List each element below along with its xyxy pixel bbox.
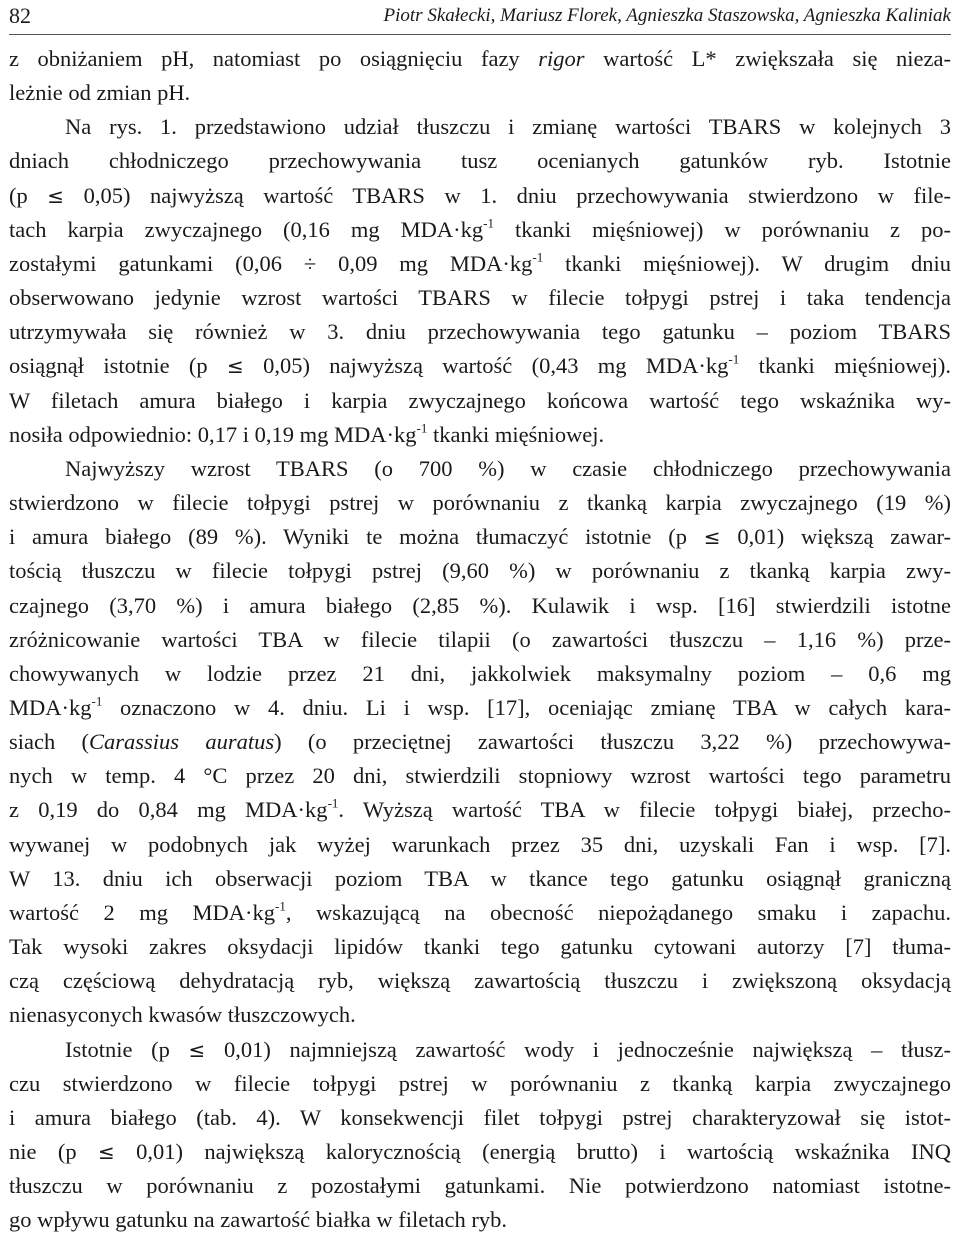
text-line: obserwowano jedynie wzrost wartości TBARS w filecie tołpygi pstrej i taka tendencja [9,285,951,311]
math-symbol: ≤ [226,354,244,379]
paragraph [9,42,951,110]
page-number: 82 [9,3,31,28]
text-line: dniach chłodniczego przechowywania tusz ocenianych gatunków ryb. Istotnie [9,148,951,174]
text-line: W 13. dniu ich obserwacji poziom TBA w tkance tego gatunku osiągnął graniczną [9,865,951,891]
body-text [9,42,951,1237]
text-line: czajnego (3,70 %) i amura białego (2,85 %). Kulawik i wsp. [16] stwierdzili istotne [9,592,951,618]
text-line: nosiła odpowiednio: 0,17 i 0,19 mg $MDA\cdot kg^{-1}$ tkanki mięśniowej. [9,419,605,447]
page-header [9,0,951,34]
text-line: z 0,19 do 0,84 mg $MDA\cdot kg^{-1}$. Wyższą wartość TBA w filecie tołpygi białej, przecho- [9,795,952,823]
italic-term: rigor [538,46,585,71]
math-symbol: ≤ [47,183,65,208]
superscript: -1 [275,898,286,914]
text-line: nienasyconych kwasów tłuszczowych. [9,1002,356,1028]
text-line: czu stwierdzono w filecie tołpygi pstrej w porównaniu z tkanką karpia zwyczajnego [9,1070,951,1096]
text-line: W filetach amura białego i karpia zwyczajnego końcowa wartość tego wskaźnika wy- [9,387,951,413]
text-line: z obniżaniem pH, natomiast po osiągnięciu fazy rigor wartość L* zwiększała się nieza- [9,46,951,71]
header-rule [9,34,951,35]
text-line: Na rys. 1. przedstawiono udział tłuszczu i zmianę wartości TBARS w kolejnych 3 [65,114,951,140]
text-line: Tak wysoki zakres oksydacji lipidów tkanki tego gatunku cytowani autorzy [7] tłuma- [9,934,951,960]
superscript: -1 [532,249,544,265]
text-line: nie (p ≤ 0,01) największą kalorycznością (energią brutto) i wartością wskaźnika INQ [9,1139,951,1164]
text-line: leżnie od zmian pH. [9,80,191,106]
running-head-authors: Piotr Skałecki, Mariusz Florek, Agnieszka Staszowska, Agnieszka Kaliniak [383,5,951,26]
superscript: -1 [416,419,428,435]
text-line: (p ≤ 0,05) najwyższą wartość TBARS w 1. dniu przechowywania stwierdzono w file- [9,182,951,208]
math-symbol: ≤ [188,1037,206,1062]
superscript: -1 [327,795,339,811]
superscript: -1 [728,351,740,367]
text-line: tością tłuszczu w filecie tołpygi pstrej (9,60 %) w porównaniu z tkanką karpia zwy- [9,558,951,584]
text-line: Najwyższy wzrost TBARS (o 700 %) w czasie chłodniczego przechowywania [65,455,951,481]
superscript: -1 [483,215,494,231]
text-line: tach karpia zwyczajnego (0,16 mg $MDA\cdot kg^{-1}$ tkanki mięśniowej) w porównaniu z po- [9,215,951,242]
text-line: zostałymi gatunkami (0,06 ÷ 0,09 mg $MDA\cdot kg^{-1}$ tkanki mięśniowej). W drugim dniu [9,249,951,276]
text-line: Istotnie (p ≤ 0,01) najmniejszą zawartość wody i jednocześnie największą – tłusz- [65,1036,952,1062]
text-line: utrzymywała się również w 3. dniu przechowywania tego gatunku – poziom TBARS [9,319,951,345]
text-line: stwierdzono w filecie tołpygi pstrej w porównaniu z tkanką karpia zwyczajnego (19 %) [9,490,951,516]
text-line: tłuszczu w porównaniu z pozostałymi gatunkami. Nie potwierdzono natomiast istotne- [9,1173,951,1199]
text-line: chowywanych w lodzie przez 21 dni, jakkolwiek maksymalny poziom – 0,6 mg [9,660,951,686]
text-line: wartość 2 mg $MDA\cdot kg^{-1}$, wskazującą na obecność niepożądanego smaku i zapachu. [9,898,951,925]
italic-term: Carassius auratus [89,729,275,755]
text-line: go wpływu gatunku na zawartość białka w filetach ryb. [9,1207,507,1233]
text-line: siach (Carassius auratus) (o przeciętnej zawartości tłuszczu 3,22 %) przechowywa- [9,729,951,755]
superscript: -1 [91,693,103,709]
text-line: i amura białego (89 %). Wyniki te można tłumaczyć istotnie (p ≤ 0,01) większą zawar- [9,524,951,550]
text-line: $MDA\cdot kg^{-1}$ oznaczono w 4. dniu. Li i wsp. [17], oceniając zmianę TBA w całych kara- [9,693,951,720]
math-symbol: ≤ [703,525,721,550]
text-line: i amura białego (tab. 4). W konsekwencji filet tołpygi pstrej charakteryzował się istot- [9,1104,951,1130]
paragraph [9,1033,951,1238]
text-line: zróżnicowanie wartości TBA w filecie tilapii (o zawartości tłuszczu – 1,16 %) prze- [9,626,951,652]
text-line: czą częściową dehydratacją ryb, większą zawartością tłuszczu i zwiększoną oksydacją [9,968,951,994]
text-line: osiągnął istotnie (p ≤ 0,05) najwyższą wartość (0,43 mg $MDA\cdot kg^{-1}$ tkanki mięśniowej). [9,351,951,379]
math-symbol: ≤ [98,1140,115,1164]
paragraph [9,110,951,452]
text-line: wywanej w podobnych jak wyżej warunkach przez 35 dni, uzyskali Fan i wsp. [7]. [9,831,951,857]
text-line: nych w temp. 4 °C przez 20 dni, stwierdzili stopniowy wzrost wartości tego parametru [9,763,951,789]
paragraph [9,452,951,1033]
